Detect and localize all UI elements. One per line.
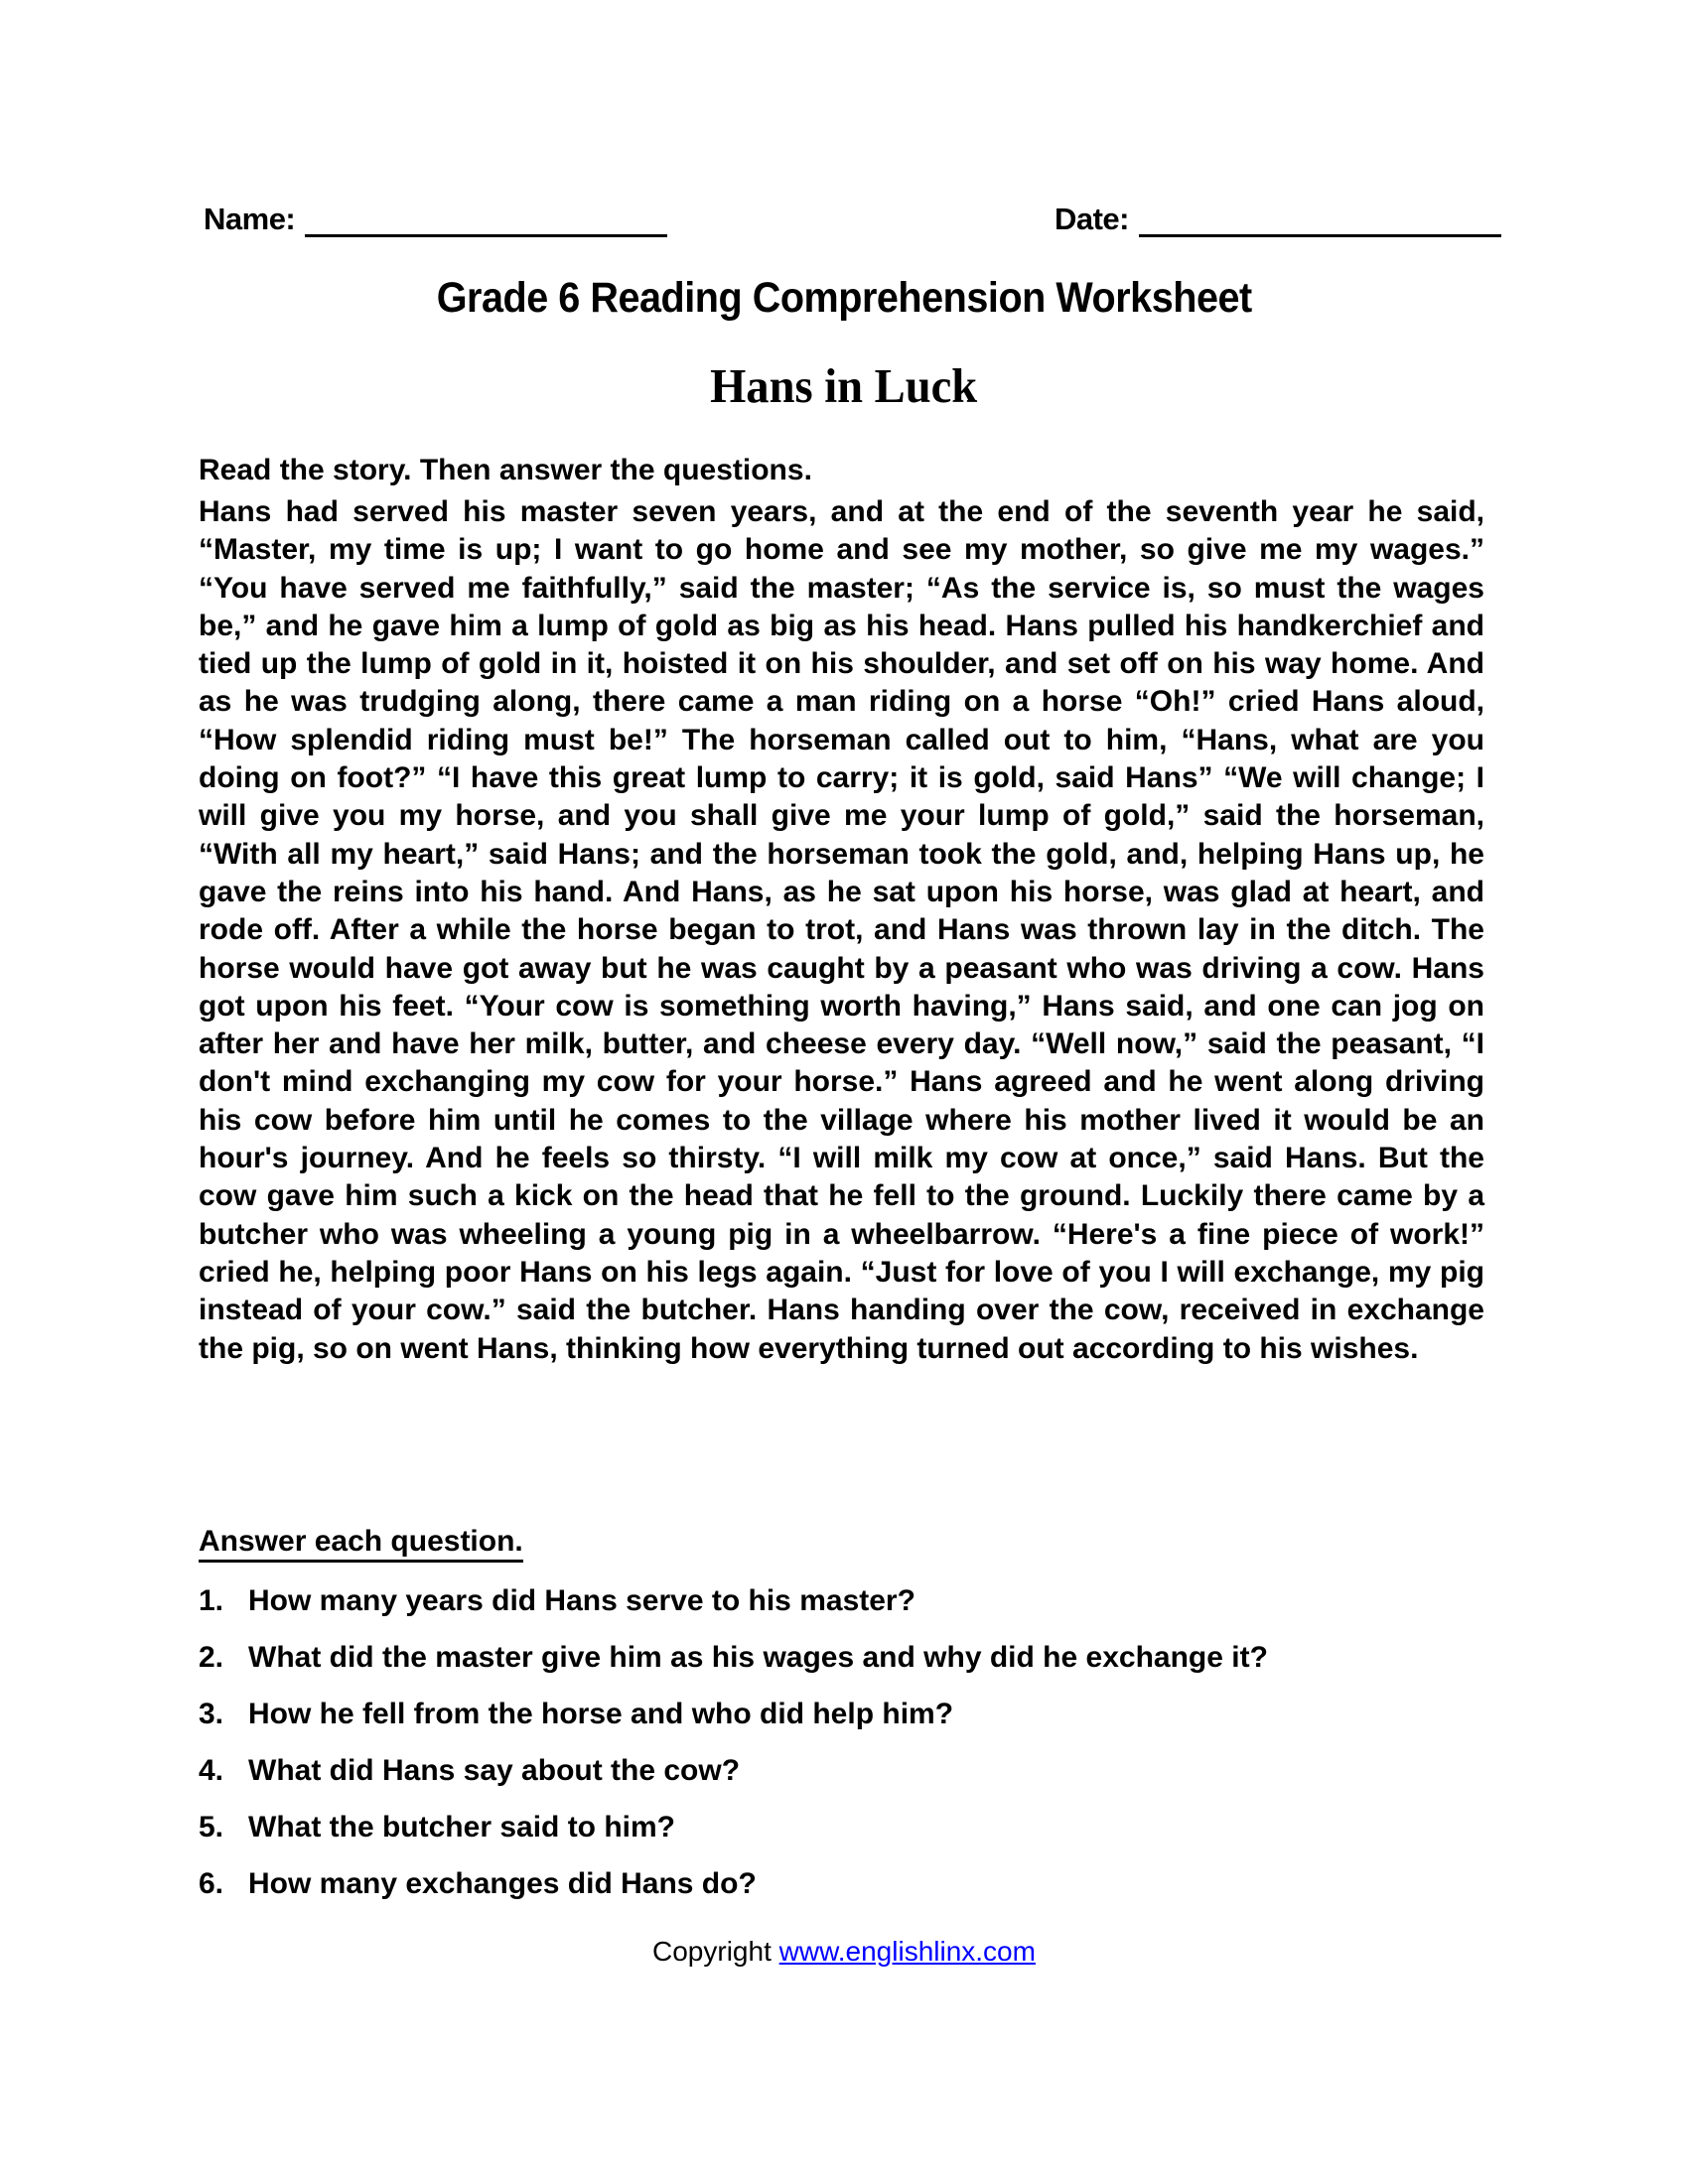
header-row [204, 199, 1501, 237]
question-number: 4. [199, 1754, 224, 1787]
date-label: Date: [1054, 202, 1129, 236]
story-title: Hans in Luck [710, 358, 978, 413]
question-text: How many years did Hans serve to his master? [248, 1584, 915, 1617]
questions-heading [199, 1525, 523, 1563]
question-item-1 [199, 1582, 1484, 1620]
question-item-5 [199, 1809, 1484, 1846]
worksheet-title: Grade 6 Reading Comprehension Worksheet [436, 274, 1252, 322]
question-number: 3. [199, 1698, 224, 1730]
question-item-4 [199, 1752, 1484, 1790]
footer [0, 1936, 1688, 1968]
copyright-label: Copyright [652, 1936, 772, 1967]
name-label: Name: [204, 202, 296, 236]
question-item-2 [199, 1639, 1484, 1677]
question-number: 6. [199, 1867, 224, 1900]
question-text: How many exchanges did Hans do? [248, 1867, 757, 1900]
question-item-3 [199, 1696, 1484, 1733]
question-number: 1. [199, 1584, 224, 1617]
story-paragraph: Hans had served his master seven years, and at the end of the seventh year he said, “Master, my time is up; I want to go home and see my mother, so give me my wages.” “You have served me faithfully,” said the master; “As the service is, so must the wages be,” and he gave him a lump of gold as big as his head. Hans pulled his handkerchief and tied up the lump of gold in it, hoisted it on his shoulder, and set off on his way home. And as he was trudging along, there came a man riding on a horse “Oh!” cried Hans aloud, “How splendid riding must be!” The horseman called out to him, “Hans, what are you doing on foot?” “I have this great lump to carry; it is gold, said Hans” “We will change; I will give you my horse, and you shall give me your lump of gold,” said the horseman, “With all my heart,” said Hans; and the horseman took the gold, and, helping Hans up, he gave the reins into his hand. And Hans, as he sat upon his horse, was glad at heart, and rode off. After a while the horse began to trot, and Hans was thrown lay in the ditch. The horse would have got away but he was caught by a peasant who was driving a cow. Hans got upon his feet. “Your cow is something worth having,” Hans said, and one can jog on after her and have her milk, butter, and cheese every day. “Well now,” said the peasant, “I don't mind exchanging my cow for your horse.” Hans agreed and he went along driving his cow before him until he comes to the village where his mother lived it would be an hour's journey. And he feels so thirsty. “I will milk my cow at once,” said Hans. But the cow gave him such a kick on the head that he fell to the ground. Luckily there came by a butcher who was wheeling a young pig in a wheelbarrow. “Here's a fine piece of work!” cried he, helping poor Hans on his legs again. “Just for love of you I will exchange, my pig instead of your cow.” said the butcher. Hans handing over the cow, received in exchange the pig, so on went Hans, thinking how everything turned out according to his wishes. [199, 495, 1484, 1365]
name-field [204, 199, 667, 237]
instructions-line: Read the story. Then answer the questions. [199, 454, 812, 486]
story-title-wrap [0, 357, 1688, 414]
question-text: What did the master give him as his wages and why did he exchange it? [248, 1641, 1268, 1674]
questions-heading-text: Answer each question. [199, 1525, 523, 1563]
date-blank-line [1139, 199, 1501, 237]
name-blank-line [305, 199, 667, 237]
question-number: 5. [199, 1811, 224, 1843]
question-text: What the butcher said to him? [248, 1811, 676, 1843]
question-text: What did Hans say about the cow? [248, 1754, 741, 1787]
question-item-6 [199, 1865, 1484, 1903]
date-field [1055, 199, 1501, 237]
worksheet-title-wrap [0, 274, 1688, 323]
copyright-link[interactable]: www.englishlinx.com [778, 1936, 1036, 1967]
question-text: How he fell from the horse and who did help him? [248, 1698, 954, 1730]
questions-list [199, 1582, 1484, 1922]
question-number: 2. [199, 1641, 224, 1674]
